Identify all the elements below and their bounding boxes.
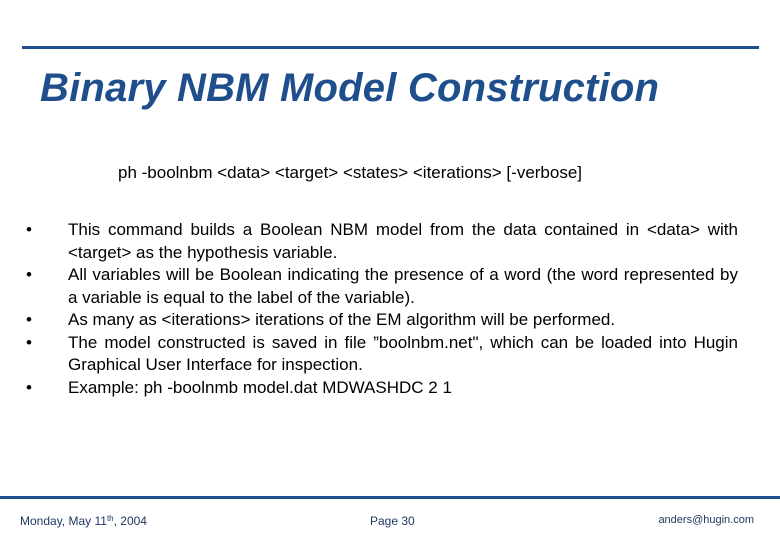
bullet-item bbox=[26, 309, 738, 332]
bullet-text: The model constructed is saved in file ”boolnbm.net", which can be loaded into Hugin Graphical User Interface for inspection. bbox=[68, 332, 738, 374]
footer-email: anders@hugin.com bbox=[658, 514, 754, 526]
footer-rule bbox=[0, 496, 780, 499]
footer-date-prefix: Monday, May 11 bbox=[20, 514, 107, 528]
bullet-text: All variables will be Boolean indicating the presence of a word (the word represented by a variable is equal to the label of the variable). bbox=[68, 265, 738, 307]
bullet-list bbox=[26, 219, 738, 399]
footer-date bbox=[20, 514, 147, 528]
bullet-icon: • bbox=[26, 310, 32, 329]
bullet-item bbox=[26, 377, 738, 400]
bullet-icon: • bbox=[26, 332, 32, 352]
bullet-icon: • bbox=[26, 377, 32, 397]
footer-date-suffix: th bbox=[106, 514, 114, 523]
bullet-text: This command builds a Boolean NBM model from the data contained in <data> with <target> as the hypothesis variable. bbox=[68, 220, 738, 262]
bullet-icon: • bbox=[26, 265, 32, 284]
bullet-text: Example: ph -boolnmb model.dat MDWASHDC 2 1 bbox=[68, 377, 452, 397]
slide-title: Binary NBM Model Construction bbox=[40, 66, 660, 110]
bullet-text: As many as <iterations> iterations of the EM algorithm will be performed. bbox=[68, 310, 616, 329]
footer-page-number: Page 30 bbox=[370, 514, 415, 528]
bullet-icon: • bbox=[26, 220, 32, 239]
command-syntax: ph -boolnbm <data> <target> <states> <iterations> [-verbose] bbox=[118, 163, 583, 182]
bullet-item bbox=[26, 219, 738, 264]
bullet-item bbox=[26, 264, 738, 309]
title-rule bbox=[22, 46, 759, 49]
footer-date-year: , 2004 bbox=[113, 514, 147, 528]
bullet-item bbox=[26, 332, 738, 377]
